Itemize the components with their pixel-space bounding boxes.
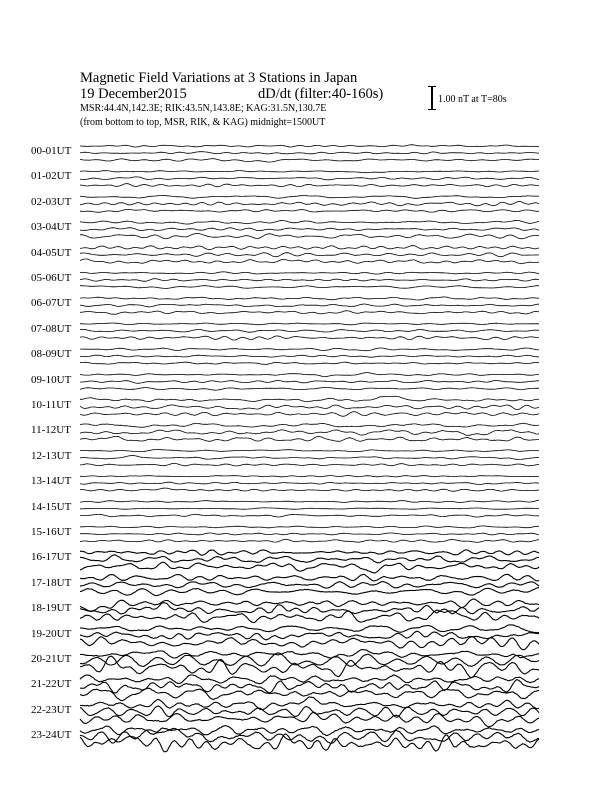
station-trace <box>80 533 539 535</box>
station-trace <box>80 526 539 528</box>
station-trace <box>80 380 539 383</box>
station-trace <box>80 688 539 700</box>
station-trace <box>80 650 539 659</box>
row-label: 02-03UT <box>31 195 72 208</box>
station-trace <box>80 436 539 441</box>
station-trace <box>80 637 539 650</box>
station-trace <box>80 476 539 477</box>
station-trace <box>80 450 539 452</box>
row-label: 03-04UT <box>31 221 72 234</box>
station-trace <box>80 373 539 377</box>
station-trace <box>80 653 539 667</box>
station-trace <box>80 656 539 677</box>
row-label: 21-22UT <box>31 678 72 691</box>
station-trace <box>80 610 539 622</box>
station-trace <box>80 259 539 264</box>
station-trace <box>80 279 539 282</box>
station-trace <box>80 387 539 390</box>
row-label: 09-10UT <box>31 373 72 386</box>
station-trace <box>80 171 539 173</box>
station-trace <box>80 582 539 588</box>
row-label: 13-14UT <box>31 475 72 488</box>
station-trace <box>80 228 539 231</box>
station-trace <box>80 675 539 684</box>
station-trace <box>80 625 539 633</box>
station-trace <box>80 680 539 693</box>
station-trace <box>80 455 539 459</box>
station-trace <box>80 500 539 502</box>
station-trace <box>80 145 539 147</box>
station-trace <box>80 348 539 351</box>
row-label: 15-16UT <box>31 526 72 538</box>
station-trace <box>80 562 539 573</box>
station-trace <box>80 423 539 427</box>
station-trace <box>80 253 539 257</box>
row-label: 14-15UT <box>31 500 72 513</box>
station-trace <box>80 588 539 596</box>
station-trace <box>80 405 539 410</box>
scale-label: 1.00 nT at T=80s <box>438 94 507 105</box>
station-trace <box>80 555 539 563</box>
chart-title: Magnetic Field Variations at 3 Stations in Japan <box>80 70 358 86</box>
station-trace <box>80 362 539 364</box>
station-trace <box>80 201 539 205</box>
station-order-note: (from bottom to top, MSR, RIK, & KAG) midnight=1500UT <box>80 117 326 128</box>
station-trace <box>80 233 539 238</box>
station-trace <box>80 463 539 466</box>
station-trace <box>80 396 539 401</box>
station-trace <box>80 311 539 314</box>
station-trace <box>80 728 539 743</box>
station-trace <box>80 508 539 509</box>
station-trace <box>80 482 539 484</box>
station-trace <box>80 539 539 542</box>
row-label: 19-20UT <box>31 627 72 640</box>
chart-date: 19 December2015 <box>80 86 187 102</box>
row-label: 11-12UT <box>31 424 71 437</box>
station-trace <box>80 177 539 180</box>
row-label: 05-06UT <box>31 272 72 284</box>
station-trace <box>80 195 539 198</box>
row-label: 04-05UT <box>31 246 72 259</box>
row-label: 16-17UT <box>31 551 72 564</box>
station-trace <box>80 297 539 300</box>
row-label: 00-01UT <box>31 145 72 157</box>
station-trace <box>80 329 539 332</box>
station-trace <box>80 734 539 752</box>
row-label: 17-18UT <box>31 576 72 589</box>
station-coordinates: MSR:44.4N,142.3E; RIK:43.5N,143.8E; KAG:31.5N,130.7E <box>80 103 327 114</box>
station-trace <box>80 550 539 555</box>
row-label: 23-24UT <box>31 729 72 742</box>
row-label: 18-19UT <box>31 602 72 615</box>
station-trace <box>80 152 539 154</box>
row-label: 20-21UT <box>31 653 72 665</box>
station-trace <box>80 304 539 307</box>
row-label: 07-08UT <box>31 322 72 335</box>
station-trace <box>80 336 539 340</box>
station-trace <box>80 209 539 212</box>
station-trace <box>80 159 539 162</box>
chart-filter: dD/dt (filter:40-160s) <box>258 86 384 102</box>
row-label: 01-02UT <box>31 170 72 183</box>
station-trace <box>80 184 539 187</box>
station-trace <box>80 220 539 224</box>
station-trace <box>80 246 539 250</box>
row-label: 22-23UT <box>31 703 72 716</box>
station-trace <box>80 603 539 614</box>
station-trace <box>80 488 539 491</box>
row-label: 08-09UT <box>31 348 72 361</box>
station-trace <box>80 355 539 357</box>
station-trace <box>80 272 539 274</box>
station-trace <box>80 574 539 581</box>
station-trace <box>80 430 539 436</box>
station-trace <box>80 323 539 325</box>
station-trace <box>80 286 539 289</box>
station-trace <box>80 412 539 417</box>
station-trace <box>80 631 539 640</box>
station-trace <box>80 514 539 517</box>
row-label: 06-07UT <box>31 297 72 310</box>
station-trace <box>80 726 539 736</box>
row-label: 10-11UT <box>31 399 71 411</box>
row-label: 12-13UT <box>31 449 72 462</box>
